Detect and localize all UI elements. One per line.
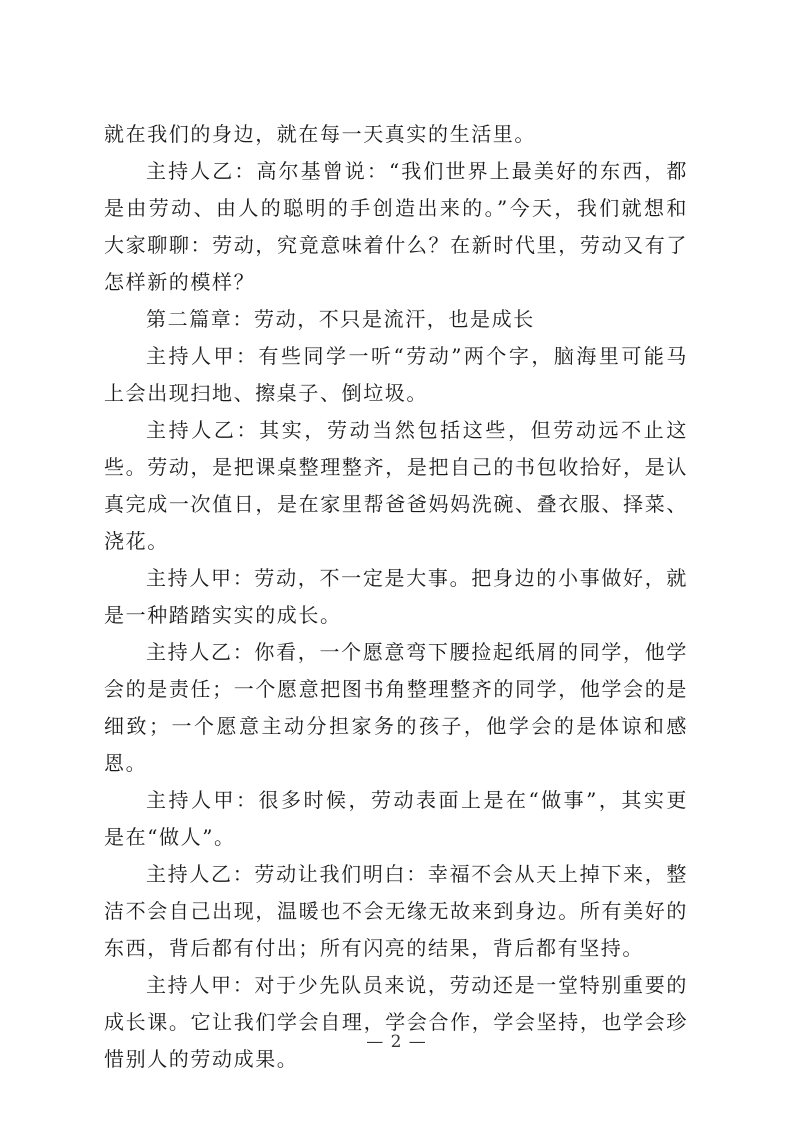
paragraph-8: 主持人甲：很多时候，劳动表面上是在“做事”，其实更是在“做人”。 (104, 788, 688, 849)
paragraph-6: 主持人甲：劳动，不一定是大事。把身边的小事做好，就是一种踏踏实实的成长。 (104, 566, 688, 627)
paragraph-5: 主持人乙：其实，劳动当然包括这些，但劳动远不止这些。劳动，是把课桌整理整齐，是把自己的书包收拾好，是认真完成一次值日，是在家里帮爸爸妈妈洗碗、叠衣服、择菜、浇花。 (104, 418, 688, 553)
page-number: — 2 — (366, 1032, 427, 1052)
paragraph-1: 就在我们的身边，就在每一天真实的生活里。 (104, 122, 536, 146)
paragraph-9: 主持人乙：劳动让我们明白：幸福不会从天上掉下来，整洁不会自己出现，温暖也不会无缘无故来到身边。所有美好的东西，背后都有付出；所有闪亮的结果，背后都有坚持。 (104, 862, 688, 960)
paragraph-4: 主持人甲：有些同学一听“劳动”两个字，脑海里可能马上会出现扫地、擦桌子、倒垃圾。 (104, 344, 688, 405)
paragraph-10: 主持人甲：对于少先队员来说，劳动还是一堂特别重要的成长课。它让我们学会自理，学会合作，学会坚持，也学会珍惜别人的劳动成果。 (104, 973, 688, 1071)
section-heading: 第二篇章：劳动，不只是流汗，也是成长 (146, 307, 535, 331)
paragraph-2: 主持人乙：高尔基曾说：“我们世界上最美好的东西，都是由劳动、由人的聪明的手创造出来的。”今天，我们就想和大家聊聊：劳动，究竟意味着什么？在新时代里，劳动又有了怎样新的模样？ (104, 159, 688, 294)
document-body (104, 116, 688, 1078)
paragraph-7: 主持人乙：你看，一个愿意弯下腰捡起纸屑的同学，他学会的是责任；一个愿意把图书角整理整齐的同学，他学会的是细致；一个愿意主动分担家务的孩子，他学会的是体谅和感恩。 (104, 640, 688, 775)
